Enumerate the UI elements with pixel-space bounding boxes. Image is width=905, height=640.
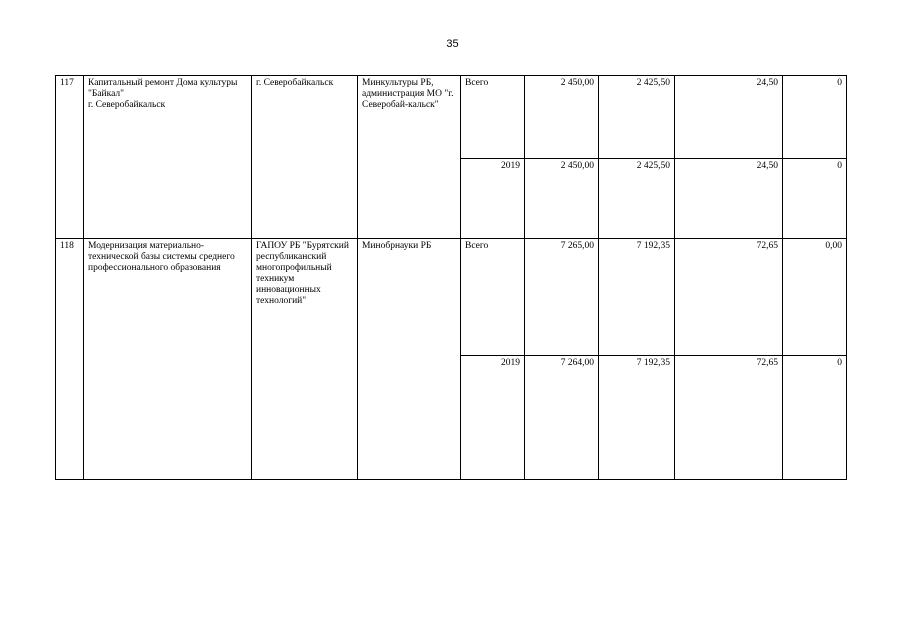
local-cell: 0 [783,159,847,239]
total-cell: 7 265,00 [525,239,599,356]
row-number: 117 [56,76,84,239]
responsible-body: Минобрнауки РБ [358,239,461,480]
location: г. Северобайкальск [252,76,358,239]
table-row [56,239,847,356]
total-cell: 2 450,00 [525,159,599,239]
period-cell: Всего [461,76,525,159]
location: ГАПОУ РБ "Бурятский республиканский многопрофильный техникум инновационных технологий" [252,239,358,480]
period-cell: 2019 [461,159,525,239]
table-row [56,76,847,159]
republic-cell: 72,65 [675,356,783,480]
local-cell: 0 [783,76,847,159]
project-name: Капитальный ремонт Дома культуры "Байкал" г. Северобайкальск [84,76,252,239]
project-name: Модернизация материально-технической базы системы среднего профессионального образования [84,239,252,480]
federal-cell: 7 192,35 [599,239,675,356]
total-cell: 2 450,00 [525,76,599,159]
republic-cell: 24,50 [675,76,783,159]
federal-cell: 7 192,35 [599,356,675,480]
local-cell: 0 [783,356,847,480]
row-number: 118 [56,239,84,480]
total-cell: 7 264,00 [525,356,599,480]
local-cell: 0,00 [783,239,847,356]
federal-cell: 2 425,50 [599,76,675,159]
republic-cell: 24,50 [675,159,783,239]
period-cell: Всего [461,239,525,356]
page-number: 35 [446,38,459,50]
program-table [55,75,847,480]
federal-cell: 2 425,50 [599,159,675,239]
period-cell: 2019 [461,356,525,480]
republic-cell: 72,65 [675,239,783,356]
responsible-body: Минкультуры РБ, администрация МО "г. Северобай-кальск" [358,76,461,239]
